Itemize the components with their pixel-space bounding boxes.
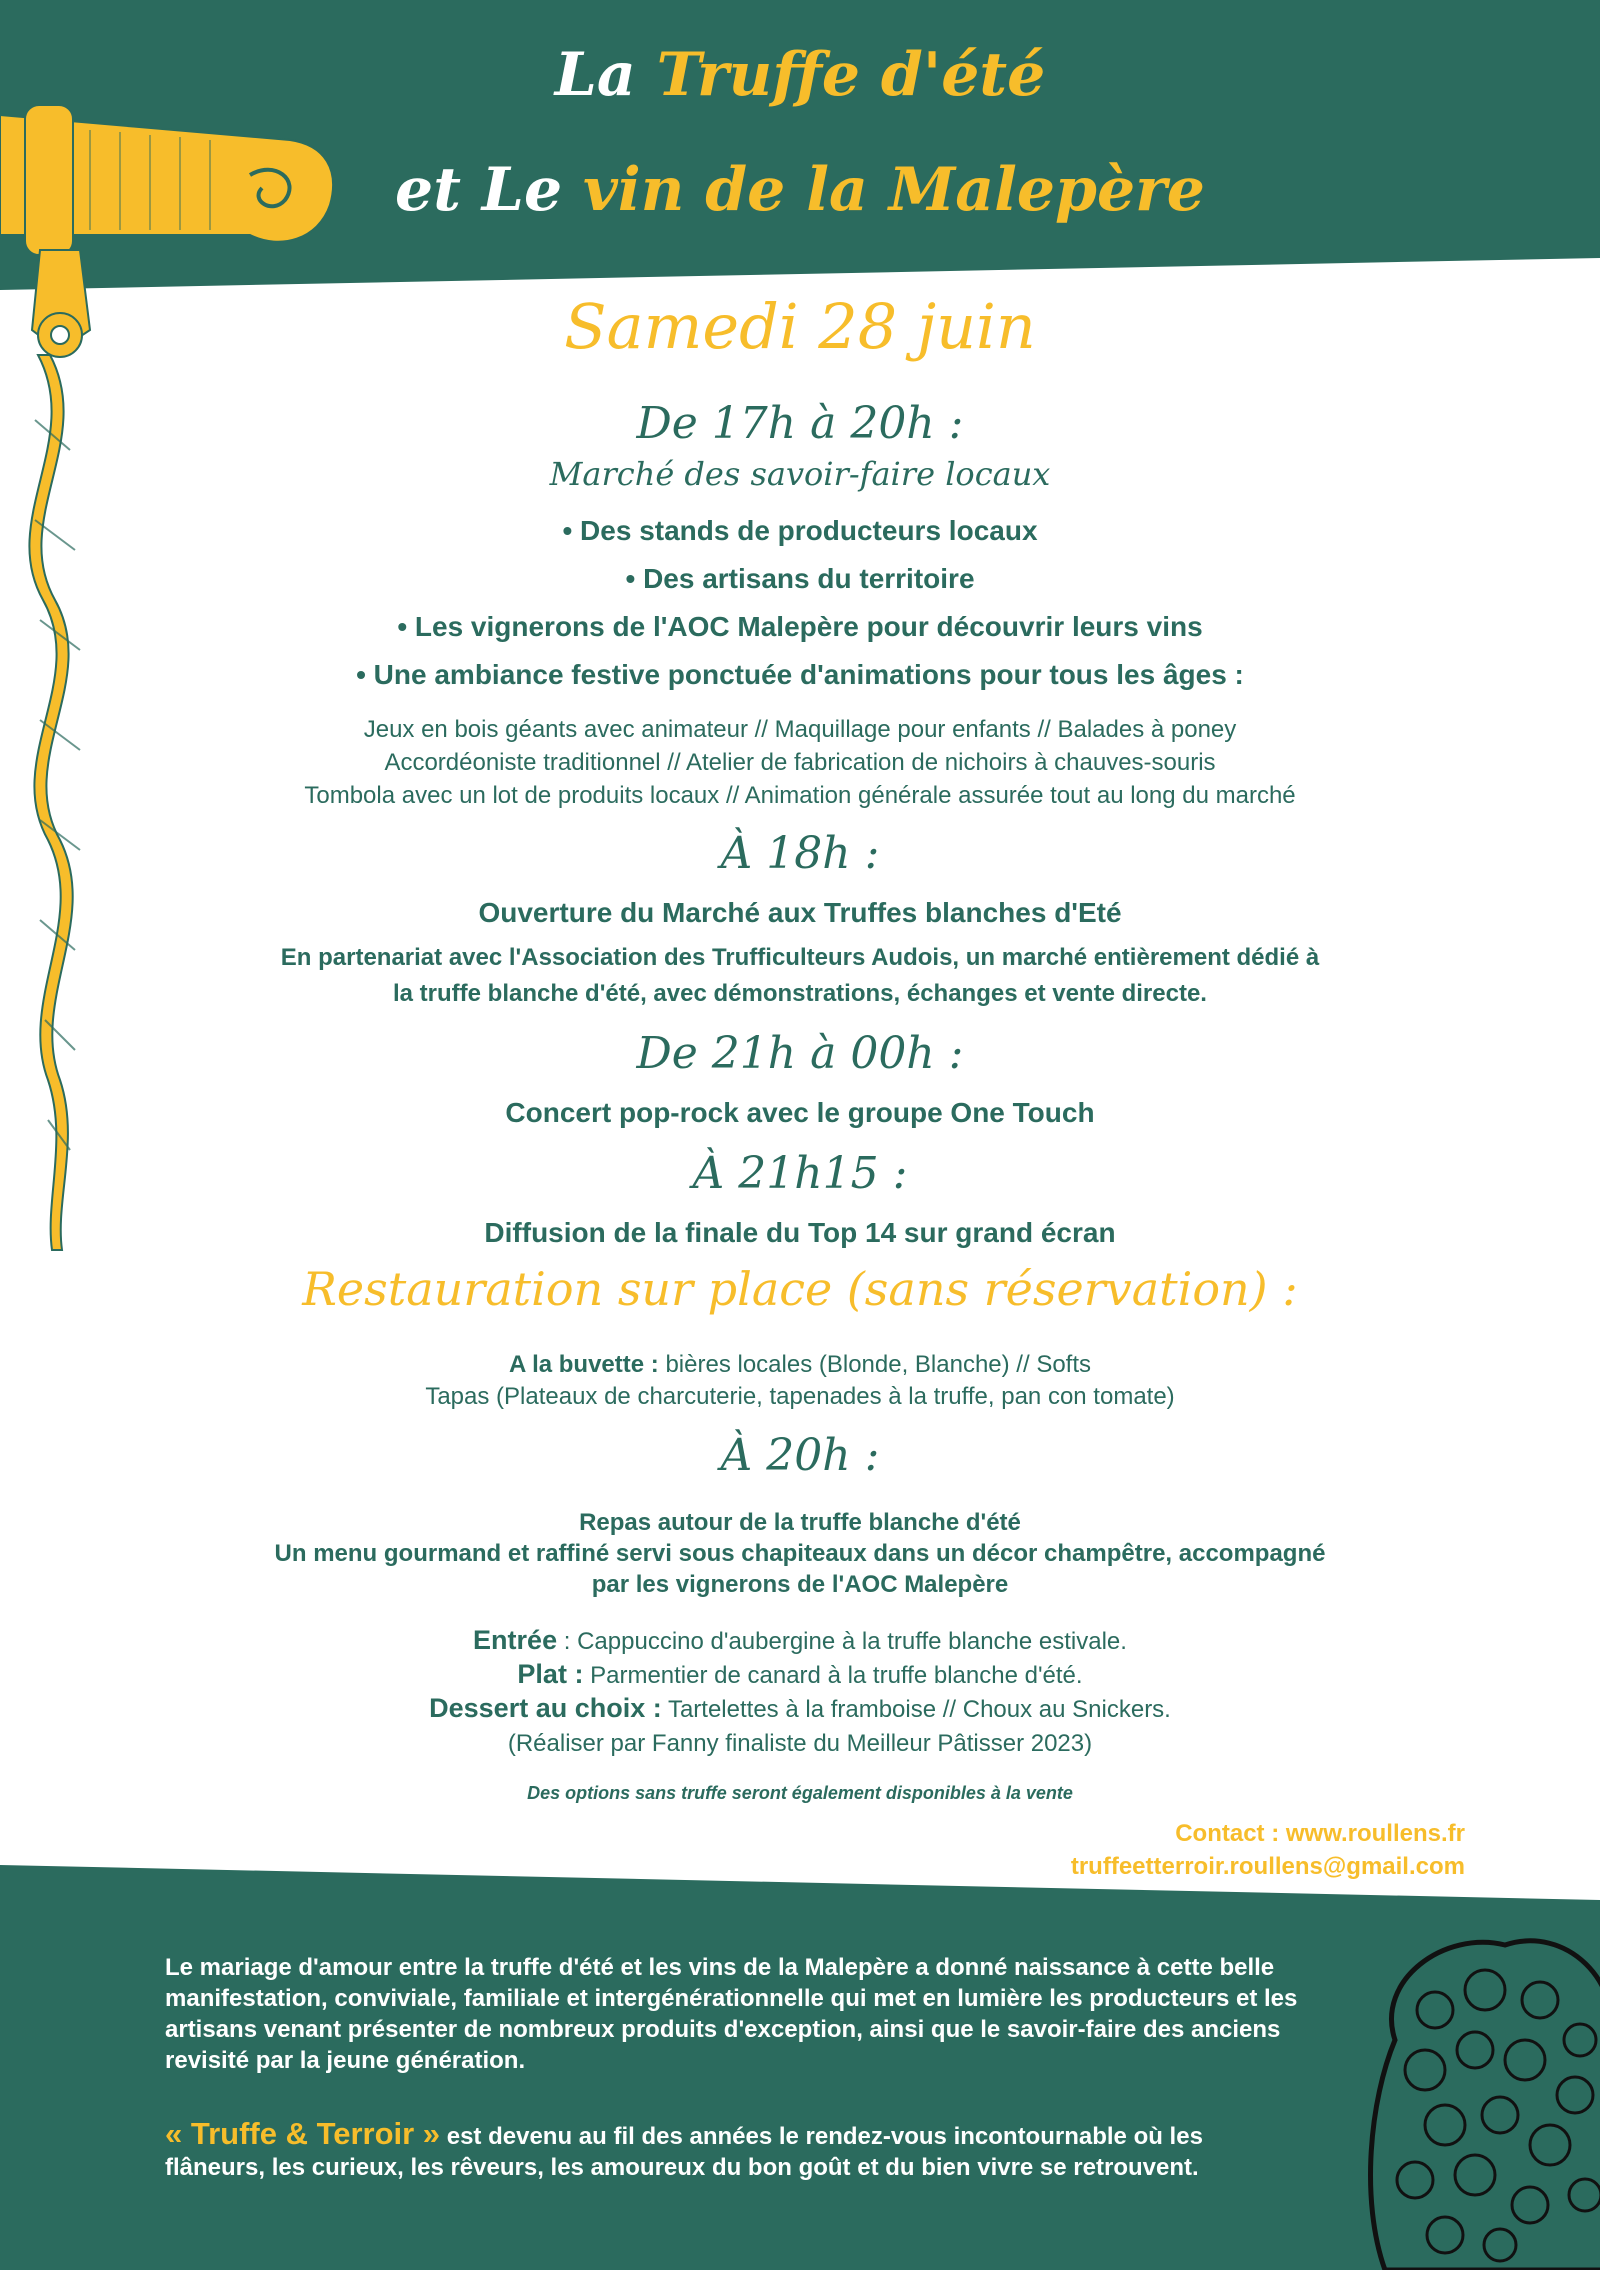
menu-dessert <box>200 1691 1400 1727</box>
activity-line: Accordéoniste traditionnel // Atelier de fabrication de nichoirs à chauves-souris <box>384 749 1216 776</box>
concert-title: Concert pop-rock avec le groupe One Touch <box>505 1097 1095 1128</box>
title-la: La <box>554 40 657 110</box>
title-truffe: Truffe d'été <box>656 40 1046 110</box>
menu-note: Des options sans truffe seront également disponibles à la vente <box>527 1783 1073 1803</box>
market-bullet: • Une ambiance festive ponctuée d'animations pour tous les âges : <box>356 659 1244 690</box>
footer-paragraph-2 <box>165 2118 1305 2183</box>
truffle-icon <box>1365 1920 1600 2270</box>
dessert-credit: (Réaliser par Fanny finaliste du Meilleur Pâtisser 2023) <box>507 1730 1093 1757</box>
starter-text: : Cappuccino d'aubergine à la truffe blanche estivale. <box>557 1628 1127 1655</box>
market-bullet: • Des stands de producteurs locaux <box>562 515 1038 546</box>
dinner-line: Un menu gourmand et raffiné servi sous chapiteaux dans un décor champêtre, accompagné <box>274 1540 1326 1567</box>
buvette-text: bières locales (Blonde, Blanche) // Softs <box>658 1351 1092 1378</box>
truffle-market-title: Ouverture du Marché aux Truffes blanches d'Eté <box>478 897 1122 928</box>
market-bullet: • Les vignerons de l'AOC Malepère pour découvrir leurs vins <box>397 611 1203 642</box>
menu-main <box>200 1657 1400 1693</box>
buvette-line <box>200 1348 1400 1382</box>
brand-name: « Truffe & Terroir » <box>165 2116 441 2151</box>
buvette-label: A la buvette : <box>508 1351 659 1378</box>
concert-time: De 21h à 00h : <box>636 1028 964 1079</box>
dessert-label: Dessert au choix : <box>429 1693 662 1723</box>
contact-website[interactable]: Contact : www.roullens.fr <box>1175 1820 1465 1847</box>
dinner-line: Repas autour de la truffe blanche d'été <box>579 1509 1021 1536</box>
title-vin: vin de la Malepère <box>583 155 1205 225</box>
restauration-title: Restauration sur place (sans réservation) : <box>302 1262 1298 1316</box>
event-date: Samedi 28 juin <box>564 290 1036 363</box>
truffle-market-time: À 18h : <box>720 828 880 879</box>
main-text: Parmentier de canard à la truffe blanche d'été. <box>583 1662 1083 1689</box>
activity-line: Tombola avec un lot de produits locaux // Animation générale assurée tout au long du marché <box>304 782 1296 809</box>
title-line-2 <box>200 155 1400 225</box>
rugby-title: Diffusion de la finale du Top 14 sur grand écran <box>484 1217 1116 1248</box>
truffle-market-desc: En partenariat avec l'Association des Trufficulteurs Audois, un marché entièrement dédié à <box>280 944 1320 971</box>
title-line-1 <box>200 40 1400 110</box>
truffle-market-desc: la truffe blanche d'été, avec démonstrations, échanges et vente directe. <box>393 980 1207 1007</box>
rugby-time: À 21h15 : <box>692 1148 908 1199</box>
footer-paragraph-2-text: est devenu au fil des années le rendez-vous incontournable où les flâneurs, les curieux, les rêveurs, les amoureux du bon goût et du bien vivre se retrouvent. <box>165 2123 1203 2181</box>
dinner-time: À 20h : <box>720 1430 880 1481</box>
tapas-line: Tapas (Plateaux de charcuterie, tapenades à la truffe, pan con tomate) <box>425 1383 1175 1410</box>
main-label: Plat : <box>517 1659 584 1689</box>
dinner-line: par les vignerons de l'AOC Malepère <box>591 1571 1009 1598</box>
title-et-le: et Le <box>395 155 584 225</box>
footer-paragraph-1: Le mariage d'amour entre la truffe d'été et les vins de la Malepère a donné naissance à cette belle manifestation, conviviale, familiale et intergénérationnelle qui met en lumière les producteurs et les artisans venant présenter de nombreux produits d'exception, ainsi que le savoir-faire des anciens revisité par la jeune génération. <box>165 1954 1298 2074</box>
activity-line: Jeux en bois géants avec animateur // Maquillage pour enfants // Balades à poney <box>363 716 1237 743</box>
starter-label: Entrée <box>473 1625 558 1655</box>
market-subtitle: Marché des savoir-faire locaux <box>549 455 1051 493</box>
contact-email[interactable]: truffeetterroir.roullens@gmail.com <box>1070 1853 1465 1880</box>
menu-starter <box>200 1623 1400 1659</box>
market-bullet: • Des artisans du territoire <box>625 563 975 594</box>
market-time: De 17h à 20h : <box>636 398 964 449</box>
dessert-text: Tartelettes à la framboise // Choux au Snickers. <box>661 1696 1171 1723</box>
